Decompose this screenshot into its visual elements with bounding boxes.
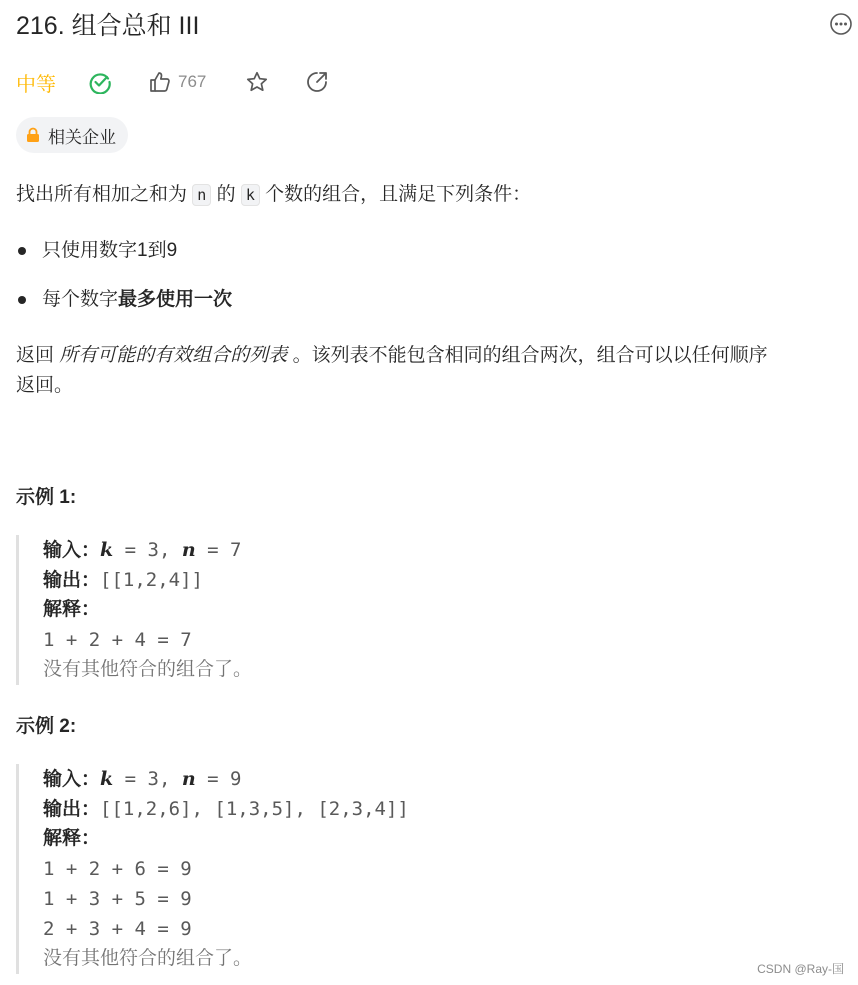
share-icon (305, 70, 329, 94)
solved-status (88, 70, 148, 94)
favorite-button[interactable] (245, 70, 305, 94)
list-item: 只使用数字1到9 (16, 236, 177, 266)
meta-row (16, 66, 329, 98)
company-tag-label: 相关企业 (48, 127, 116, 147)
description-return: 返回 所有可能的有效组合的列表 。该列表不能包含相同的组合两次，组合可以以任何顺序 返回。 (16, 345, 768, 396)
inline-code-k: k (241, 184, 260, 206)
bullet-dot (18, 296, 26, 304)
thumbs-up-icon (148, 70, 172, 94)
more-icon (830, 13, 852, 35)
problem-title: 216. 组合总和 III (16, 12, 200, 40)
like-count: 767 (178, 72, 207, 91)
bullet-dot (18, 247, 26, 255)
lock-icon (26, 127, 40, 143)
description-intro: 找出所有相加之和为 n 的 k 个数的组合，且满足下列条件： (16, 184, 532, 205)
company-tag-button[interactable] (16, 117, 128, 153)
more-button[interactable] (830, 13, 852, 35)
example-2-title: 示例 2: (16, 716, 77, 737)
inline-code-n: n (192, 184, 211, 206)
list-item: 每个数字 最多使用一次 (16, 285, 232, 315)
share-button[interactable] (305, 70, 329, 94)
like-button[interactable] (148, 70, 245, 94)
difficulty-badge: 中等 (16, 73, 56, 96)
example-2-block: 输入：k = 3, n = 9 输出：[[1,2,6], [1,3,5], [2,3,4]] 解释： 1 + 2 + 6 = 9 1 + 3 + 5 = 9 2 + 3 + 4 = 9 没有其他符合的组合了。 (16, 764, 409, 974)
example-1-block: 输入：k = 3, n = 7 输出：[[1,2,4]] 解释： 1 + 2 + 4 = 7 没有其他符合的组合了。 (16, 535, 252, 685)
star-icon (245, 70, 269, 94)
check-circle-icon (88, 70, 112, 94)
example-1-title: 示例 1: (16, 487, 77, 508)
watermark: CSDN @Ray-国 (757, 962, 844, 976)
